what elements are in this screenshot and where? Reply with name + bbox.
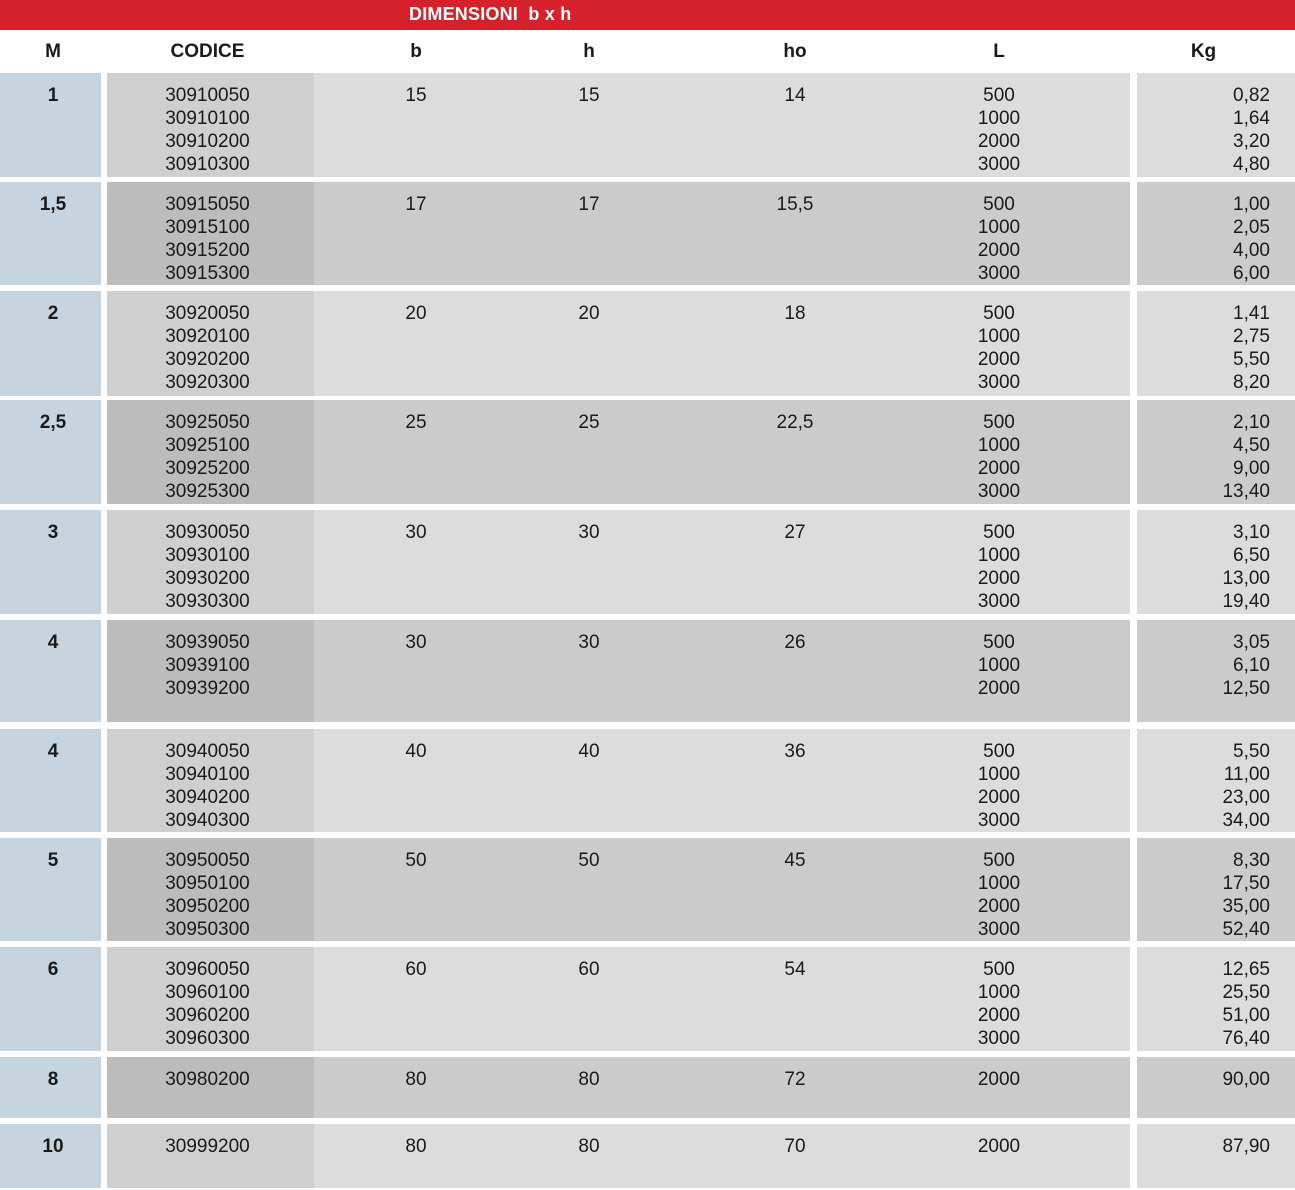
cell-l [949, 193, 1049, 285]
cell-b: 17 [405, 194, 427, 215]
cell-h: 30 [578, 522, 600, 543]
cell-ho: 14 [784, 85, 806, 106]
cell-codice-line: 30950200 [165, 896, 250, 917]
cell-l-line: 500 [983, 412, 1015, 433]
table-row [0, 729, 1295, 832]
cell-kg-line: 6,00 [1233, 263, 1270, 284]
cell-codice-line: 30950050 [165, 850, 250, 871]
cell-l-line: 500 [983, 632, 1015, 653]
cell-l-line: 3000 [977, 154, 1021, 175]
cell-codice-line: 30930050 [165, 522, 250, 543]
cell-codice-line: 30939050 [165, 632, 250, 653]
cell-b: 50 [405, 850, 427, 871]
cell-kg-line: 3,10 [1233, 522, 1270, 543]
cell-m: 3 [47, 522, 59, 543]
cell-codice-line: 30940050 [165, 741, 250, 762]
cell-kg-line: 52,40 [1222, 919, 1270, 940]
cell-h: 25 [578, 412, 600, 433]
cell-h: 17 [578, 194, 600, 215]
cell-kg [1137, 958, 1270, 1050]
cell-codice-line: 30920100 [165, 326, 250, 347]
cell-m: 1 [47, 85, 59, 106]
cell-ho: 54 [784, 959, 806, 980]
cell-l-line: 2000 [977, 1136, 1021, 1157]
cell-kg [1137, 849, 1270, 941]
cell-l-line: 1000 [977, 326, 1021, 347]
cell-ho: 22,5 [776, 412, 814, 433]
cell-codice-line: 30930300 [165, 591, 250, 612]
cell-kg [1137, 740, 1270, 832]
cell-codice [107, 411, 308, 503]
cell-kg-line: 8,20 [1233, 372, 1270, 393]
cell-l-line: 1000 [977, 217, 1021, 238]
cell-l-line: 500 [983, 85, 1015, 106]
cell-l-line: 1000 [977, 873, 1021, 894]
cell-l-line: 2000 [977, 568, 1021, 589]
cell-ho: 45 [784, 850, 806, 871]
table-row [0, 947, 1295, 1051]
cell-codice-line: 30930200 [165, 568, 250, 589]
cell-b: 30 [405, 522, 427, 543]
cell-kg-line: 17,50 [1222, 873, 1270, 894]
cell-codice [107, 958, 308, 1050]
cell-kg [1137, 411, 1270, 503]
header-l: L [993, 41, 1005, 62]
cell-ho: 72 [784, 1069, 806, 1090]
cell-l-line: 2000 [977, 1005, 1021, 1026]
cell-codice [107, 631, 308, 700]
cell-l-line: 2000 [977, 678, 1021, 699]
header-m: M [45, 41, 61, 62]
cell-kg [1137, 302, 1270, 394]
cell-m: 2 [47, 303, 59, 324]
cell-b: 15 [405, 85, 427, 106]
cell-kg-line: 3,20 [1233, 131, 1270, 152]
table-row [0, 620, 1295, 722]
cell-kg [1137, 193, 1270, 285]
cell-kg-line: 25,50 [1222, 982, 1270, 1003]
cell-h: 80 [578, 1136, 600, 1157]
cell-l-line: 1000 [977, 545, 1021, 566]
cell-codice-line: 30960200 [165, 1005, 250, 1026]
cell-codice-line: 30920050 [165, 303, 250, 324]
cell-kg-line: 90,00 [1222, 1069, 1270, 1090]
header-ho: ho [783, 41, 807, 62]
cell-codice [107, 740, 308, 832]
cell-kg-line: 6,10 [1233, 655, 1270, 676]
cell-kg [1137, 1068, 1270, 1091]
cell-kg-line: 4,00 [1233, 240, 1270, 261]
cell-b: 30 [405, 632, 427, 653]
cell-h: 30 [578, 632, 600, 653]
cell-l [949, 1135, 1049, 1158]
cell-codice-line: 30925100 [165, 435, 250, 456]
cell-l-line: 3000 [977, 263, 1021, 284]
cell-l [949, 1068, 1049, 1091]
table-row [0, 73, 1295, 177]
title-banner [0, 0, 1295, 30]
cell-kg-line: 13,40 [1222, 481, 1270, 502]
cell-codice [107, 84, 308, 176]
cell-codice-line: 30915200 [165, 240, 250, 261]
cell-l-line: 2000 [977, 458, 1021, 479]
cell-codice [107, 521, 308, 613]
cell-m: 1,5 [39, 194, 67, 215]
cell-l-line: 3000 [977, 919, 1021, 940]
cell-l-line: 2000 [977, 131, 1021, 152]
cell-codice-line: 30940200 [165, 787, 250, 808]
cell-m: 2,5 [39, 412, 67, 433]
cell-kg-line: 23,00 [1222, 787, 1270, 808]
cell-codice-line: 30910100 [165, 108, 250, 129]
header-kg: Kg [1190, 41, 1217, 62]
table-row [0, 182, 1295, 285]
cell-ho: 70 [784, 1136, 806, 1157]
header-h: h [583, 41, 595, 62]
cell-codice-line: 30960100 [165, 982, 250, 1003]
cell-b: 40 [405, 741, 427, 762]
cell-m: 6 [47, 959, 59, 980]
cell-codice-line: 30960050 [165, 959, 250, 980]
cell-l-line: 2000 [977, 787, 1021, 808]
cell-kg-line: 51,00 [1222, 1005, 1270, 1026]
header-codice: CODICE [170, 41, 245, 62]
cell-h: 50 [578, 850, 600, 871]
cell-codice-line: 30915300 [165, 263, 250, 284]
cell-h: 40 [578, 741, 600, 762]
cell-h: 60 [578, 959, 600, 980]
cell-m: 4 [47, 741, 59, 762]
cell-codice-line: 30950300 [165, 919, 250, 940]
cell-codice-line: 30939200 [165, 678, 250, 699]
cell-kg-line: 6,50 [1233, 545, 1270, 566]
cell-codice-line: 30915050 [165, 194, 250, 215]
cell-l-line: 1000 [977, 982, 1021, 1003]
cell-l [949, 631, 1049, 700]
cell-b: 20 [405, 303, 427, 324]
cell-l [949, 958, 1049, 1050]
cell-kg-line: 13,00 [1222, 568, 1270, 589]
cell-kg-line: 34,00 [1222, 810, 1270, 831]
cell-l-line: 500 [983, 959, 1015, 980]
cell-kg-line: 2,10 [1233, 412, 1270, 433]
cell-kg-line: 2,75 [1233, 326, 1270, 347]
table-row [0, 291, 1295, 396]
cell-l [949, 84, 1049, 176]
cell-l-line: 1000 [977, 435, 1021, 456]
cell-codice [107, 1135, 308, 1158]
cell-kg-line: 8,30 [1233, 850, 1270, 871]
cell-codice [107, 302, 308, 394]
cell-h: 80 [578, 1069, 600, 1090]
cell-kg-line: 35,00 [1222, 896, 1270, 917]
cell-codice-line: 30925300 [165, 481, 250, 502]
cell-m: 10 [42, 1136, 64, 1157]
cell-l-line: 2000 [977, 1069, 1021, 1090]
cell-codice-line: 30960300 [165, 1028, 250, 1049]
table-row [0, 838, 1295, 941]
table-row [0, 1057, 1295, 1118]
cell-kg [1137, 84, 1270, 176]
cell-codice-line: 30930100 [165, 545, 250, 566]
cell-l-line: 2000 [977, 240, 1021, 261]
cell-l [949, 302, 1049, 394]
cell-l-line: 1000 [977, 108, 1021, 129]
cell-ho: 15,5 [776, 194, 814, 215]
cell-l-line: 1000 [977, 764, 1021, 785]
cell-b: 60 [405, 959, 427, 980]
cell-kg [1137, 631, 1270, 700]
header-b: b [410, 41, 422, 62]
cell-kg-line: 1,64 [1233, 108, 1270, 129]
cell-b: 80 [405, 1069, 427, 1090]
cell-kg [1137, 521, 1270, 613]
cell-codice-line: 30999200 [165, 1136, 250, 1157]
cell-l-line: 3000 [977, 372, 1021, 393]
cell-l-line: 3000 [977, 481, 1021, 502]
cell-b: 80 [405, 1136, 427, 1157]
cell-codice [107, 1068, 308, 1091]
cell-kg-line: 1,00 [1233, 194, 1270, 215]
cell-l-line: 500 [983, 194, 1015, 215]
cell-kg-line: 9,00 [1233, 458, 1270, 479]
cell-ho: 27 [784, 522, 806, 543]
table-row [0, 400, 1295, 504]
table-row [0, 1124, 1295, 1188]
cell-b: 25 [405, 412, 427, 433]
cell-l [949, 849, 1049, 941]
cell-h: 15 [578, 85, 600, 106]
cell-l-line: 500 [983, 522, 1015, 543]
cell-codice-line: 30910050 [165, 85, 250, 106]
cell-kg-line: 19,40 [1222, 591, 1270, 612]
table-row [0, 510, 1295, 614]
cell-codice-line: 30940300 [165, 810, 250, 831]
cell-kg-line: 5,50 [1233, 741, 1270, 762]
cell-codice-line: 30920300 [165, 372, 250, 393]
cell-kg-line: 4,50 [1233, 435, 1270, 456]
cell-kg [1137, 1135, 1270, 1158]
cell-l-line: 500 [983, 303, 1015, 324]
cell-codice-line: 30920200 [165, 349, 250, 370]
cell-m: 4 [47, 632, 59, 653]
cell-l [949, 411, 1049, 503]
cell-codice-line: 30910300 [165, 154, 250, 175]
cell-kg-line: 5,50 [1233, 349, 1270, 370]
cell-h: 20 [578, 303, 600, 324]
cell-kg-line: 0,82 [1233, 85, 1270, 106]
cell-ho: 18 [784, 303, 806, 324]
cell-kg-line: 2,05 [1233, 217, 1270, 238]
cell-kg-line: 1,41 [1233, 303, 1270, 324]
cell-kg-line: 87,90 [1222, 1136, 1270, 1157]
cell-kg-line: 12,65 [1222, 959, 1270, 980]
cell-codice [107, 193, 308, 285]
cell-kg-line: 11,00 [1223, 764, 1270, 785]
cell-codice-line: 30915100 [165, 217, 250, 238]
cell-l-line: 1000 [977, 655, 1021, 676]
cell-l-line: 500 [983, 850, 1015, 871]
cell-m: 8 [47, 1069, 59, 1090]
cell-l-line: 2000 [977, 896, 1021, 917]
cell-codice-line: 30940100 [165, 764, 250, 785]
cell-codice-line: 30939100 [165, 655, 250, 676]
cell-l-line: 3000 [977, 591, 1021, 612]
cell-ho: 26 [784, 632, 806, 653]
banner-title: DIMENSIONI b x h [409, 4, 572, 24]
cell-codice-line: 30950100 [165, 873, 250, 894]
cell-l-line: 500 [983, 741, 1015, 762]
cell-codice-line: 30980200 [165, 1069, 250, 1090]
cell-codice-line: 30910200 [165, 131, 250, 152]
cell-codice-line: 30925050 [165, 412, 250, 433]
cell-ho: 36 [784, 741, 806, 762]
cell-kg-line: 12,50 [1222, 678, 1270, 699]
cell-codice [107, 849, 308, 941]
cell-l-line: 3000 [977, 810, 1021, 831]
cell-codice-line: 30925200 [165, 458, 250, 479]
cell-l [949, 740, 1049, 832]
cell-kg-line: 3,05 [1233, 632, 1270, 653]
cell-l [949, 521, 1049, 613]
cell-l-line: 2000 [977, 349, 1021, 370]
cell-m: 5 [47, 850, 59, 871]
cell-kg-line: 76,40 [1222, 1028, 1270, 1049]
cell-l-line: 3000 [977, 1028, 1021, 1049]
cell-kg-line: 4,80 [1233, 154, 1270, 175]
